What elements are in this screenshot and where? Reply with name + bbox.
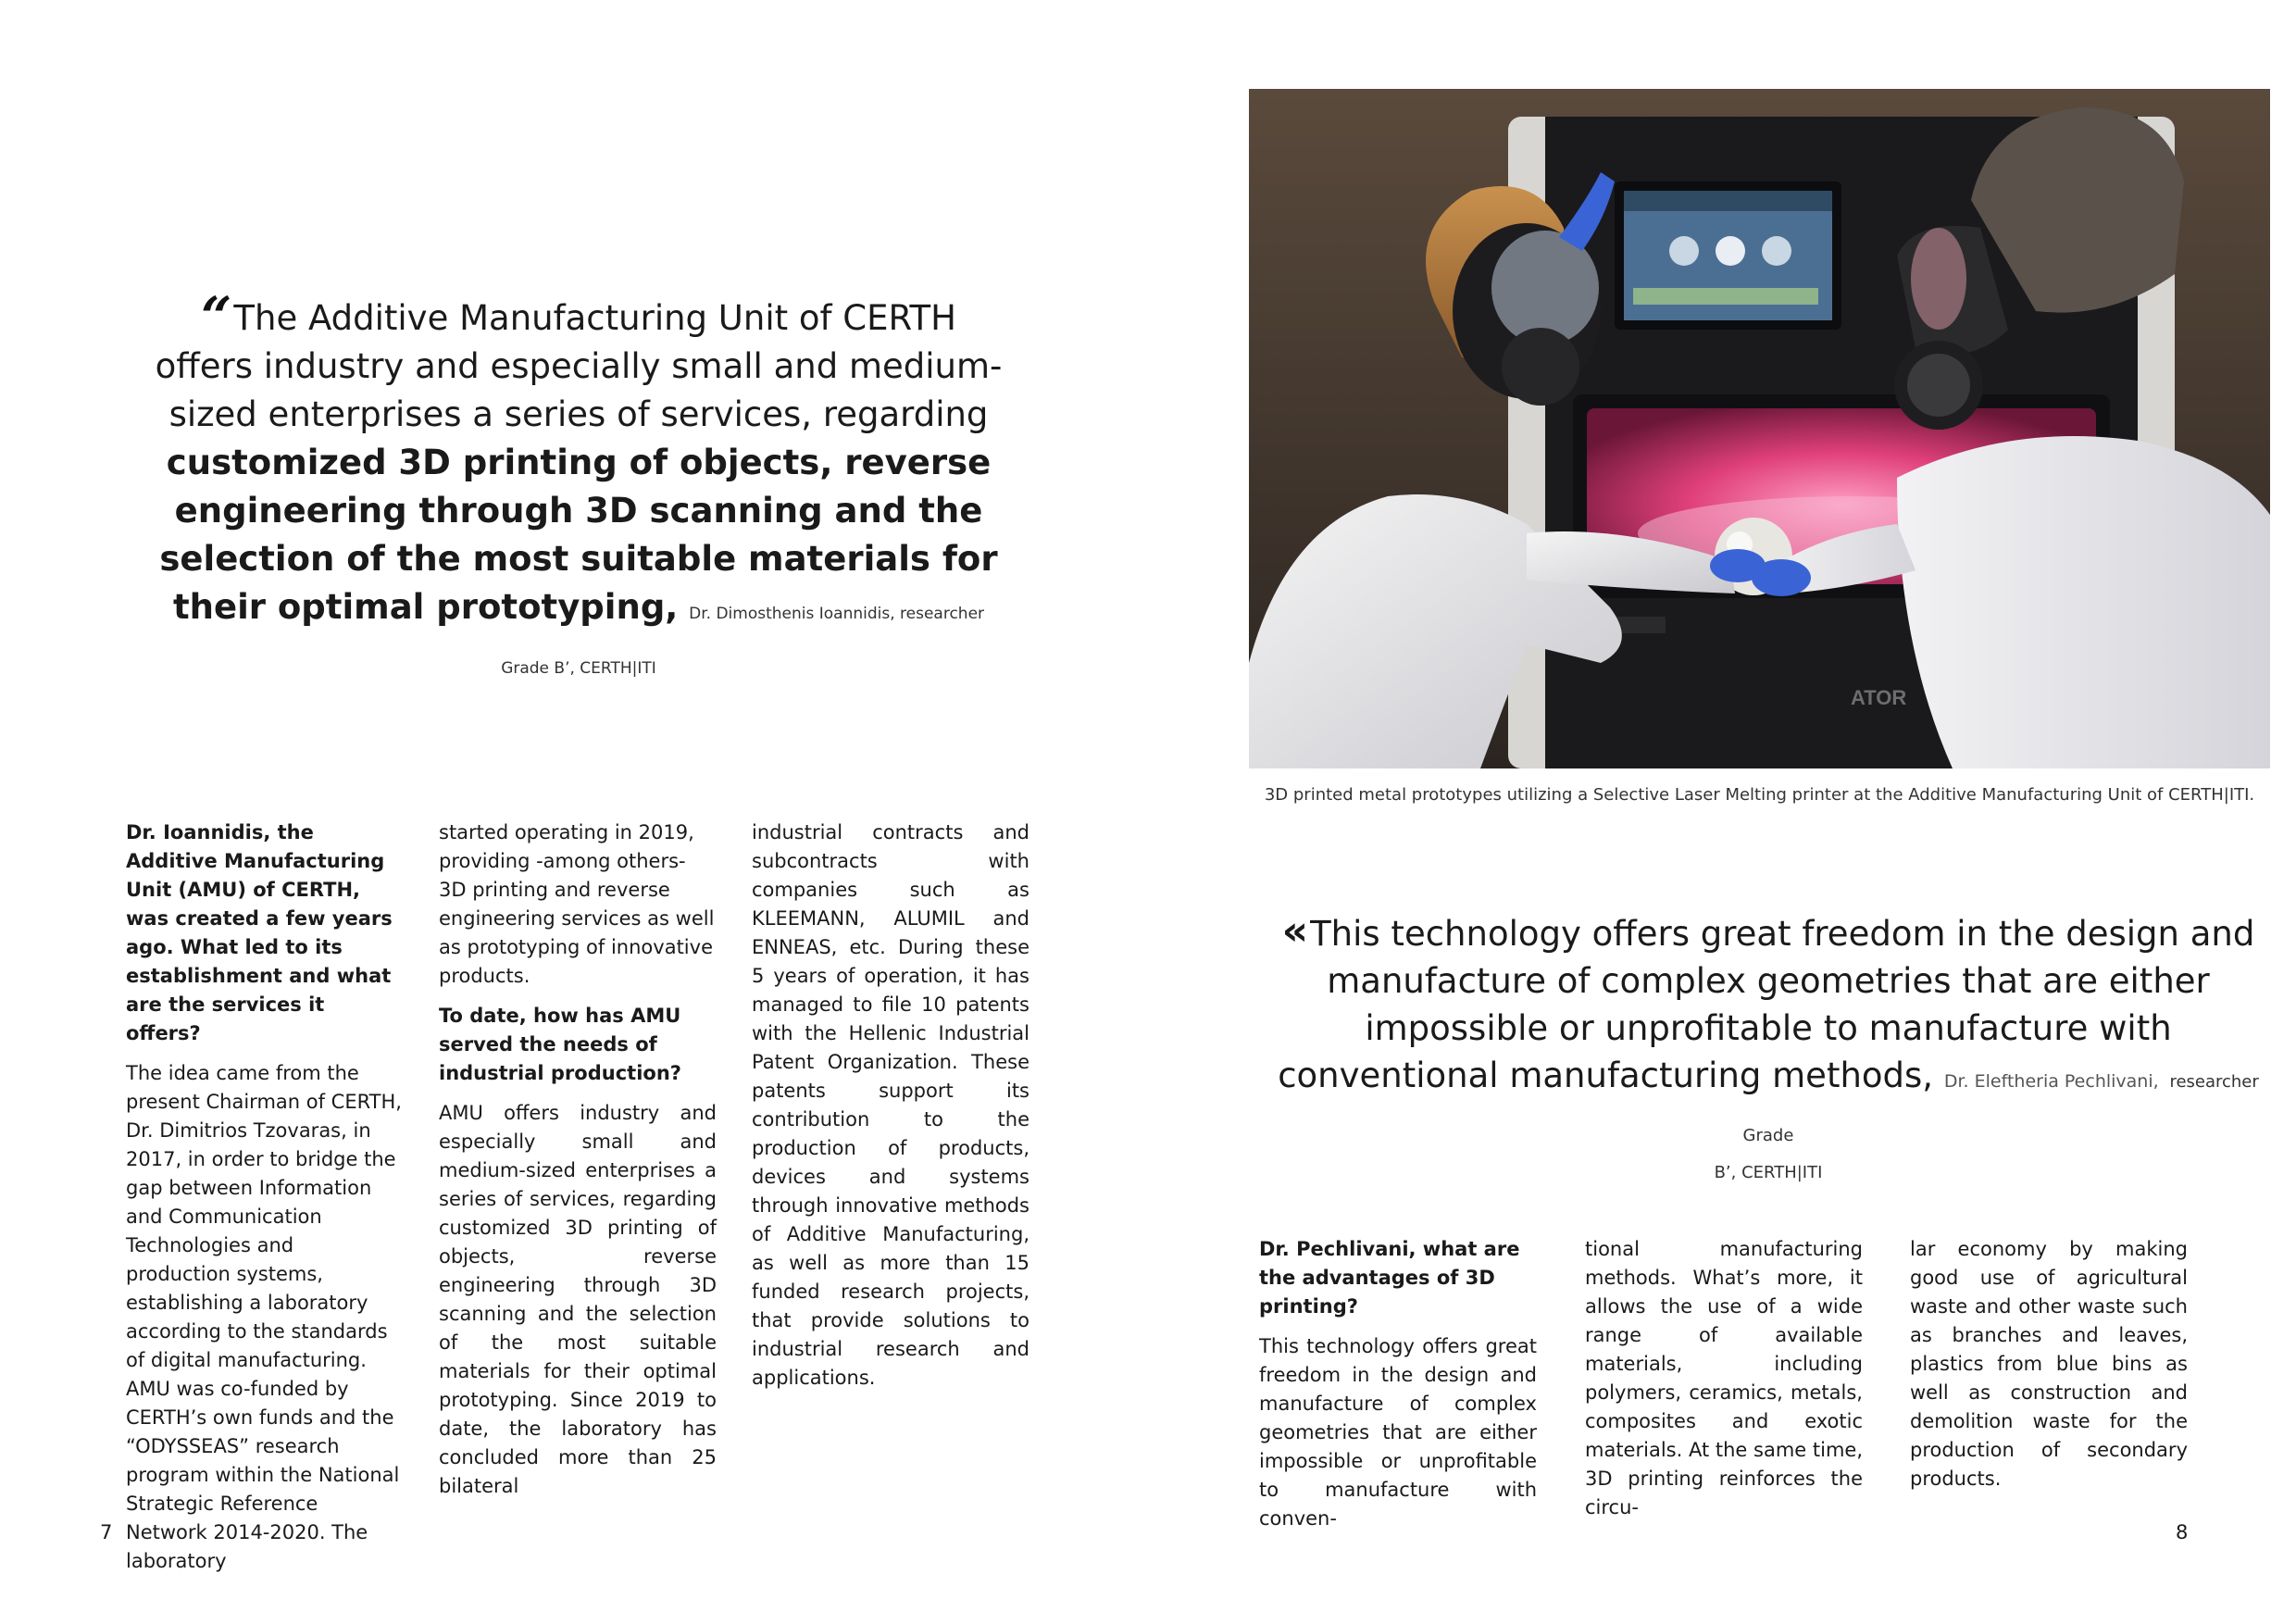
article-column-6 [1910, 1235, 2188, 1505]
article-column-4 [1259, 1235, 1537, 1544]
interview-answer: lar economy by making good use of agricultural waste and other waste such as branches and leaves, plastics from blue bins as well as construction and demolition waste for the production of secondary products. [1910, 1238, 2188, 1490]
pull-quote-attribution-role: researcher Grade [1742, 1072, 2259, 1145]
pull-quote-pechlivani [1278, 907, 2259, 1187]
pull-quote-attribution-name: Dr. Eleftheria Pechlivani, [1943, 1071, 2159, 1092]
pull-quote-ioannidis [148, 285, 1009, 693]
pull-quote-text: The Additive Manufacturing Unit of CERTH offers industry and especially small and medium-sized enterprises a series of services, regarding [155, 298, 1003, 434]
article-column-1 [126, 818, 404, 1587]
interview-answer: This technology offers great freedom in the design and manufacture of complex geometries that are either impossible or unprofitable to manufacture with conven- [1259, 1335, 1537, 1530]
photo-caption: 3D printed metal prototypes utilizing a Selective Laser Melting printer at the Additive Manufacturing Unit of CERTH|ITI. [1264, 785, 2255, 805]
interview-answer: AMU offers industry and especially small and medium-sized enterprises a series of services, regarding customized 3D printing of objects, reverse engineering through 3D scanning and the selection of the most suitable materials for their optimal prototyping. Since 2019 to date, the laboratory has concluded more than 25 bilateral [439, 1102, 717, 1497]
article-column-5 [1585, 1235, 1863, 1533]
lab-photo [1249, 89, 2270, 768]
interview-question: To date, how has AMU served the needs of industrial production? [439, 1005, 681, 1084]
page-number-right: 8 [2176, 1521, 2189, 1543]
interview-answer: started operating in 2019, providing -among others- 3D printing and reverse engineering services as well as prototyping of innovative products. [439, 821, 715, 987]
quote-mark-icon: « [1281, 907, 1309, 955]
article-column-3 [752, 818, 1029, 1404]
pull-quote-bold-text: customized 3D printing of objects, reverse engineering through 3D scanning and the selection of the most suitable materials for their optimal prototyping, [159, 443, 998, 627]
interview-answer: industrial contracts and subcontracts with companies such as KLEEMANN, ALUMIL and ENNEAS, etc. During these 5 years of operation, it has managed to file 10 patents with the Hellenic Industrial Patent Organization. These patents support its contribution to the production of products, devices and systems through innovative methods of Additive Manufacturing, as well as more than 15 funded research projects, that provide solutions to industrial research and applications. [752, 821, 1029, 1389]
machine-label: ATOR [1851, 686, 1907, 709]
interview-answer: tional manufacturing methods. What’s more, it allows the use of a wide range of available materials, including polymers, ceramics, metals, composites and exotic materials. At the same time, 3D printing reinforces the circu- [1585, 1238, 1863, 1518]
interview-answer: The idea came from the present Chairman of CERTH, Dr. Dimitrios Tzovaras, in 2017, in order to bridge the gap between Information and Communication Technologies and production systems, establishing a laboratory according to the standards of digital manufacturing. AMU was co-funded by CERTH’s own funds and the “ODYSSEAS” research program within the National Strategic Reference Network 2014-2020. The laboratory [126, 1062, 402, 1572]
quote-mark-icon: “ [201, 285, 232, 348]
pull-quote-attribution-role-line2: B’, CERTH|ITI [1714, 1163, 1823, 1182]
pull-quote-text: This technology offers great freedom in the design and manufacture of complex geometries that are either impossible or unprofitable to manufacture with conventional manufacturing methods, [1278, 914, 2255, 1095]
pull-quote-attribution: Dr. Dimosthenis Ioannidis, researcher Grade B’, CERTH|ITI [501, 605, 985, 678]
lab-photo-illustration [1249, 89, 2270, 768]
article-column-2 [439, 818, 717, 1512]
interview-question: Dr. Pechlivani, what are the advantages of 3D printing? [1259, 1238, 1520, 1318]
interview-question: Dr. Ioannidis, the Additive Manufacturing Unit (AMU) of CERTH, was created a few years ago. What led to its establishment and what are the services it offers? [126, 821, 393, 1044]
page-number-left: 7 [100, 1521, 113, 1543]
